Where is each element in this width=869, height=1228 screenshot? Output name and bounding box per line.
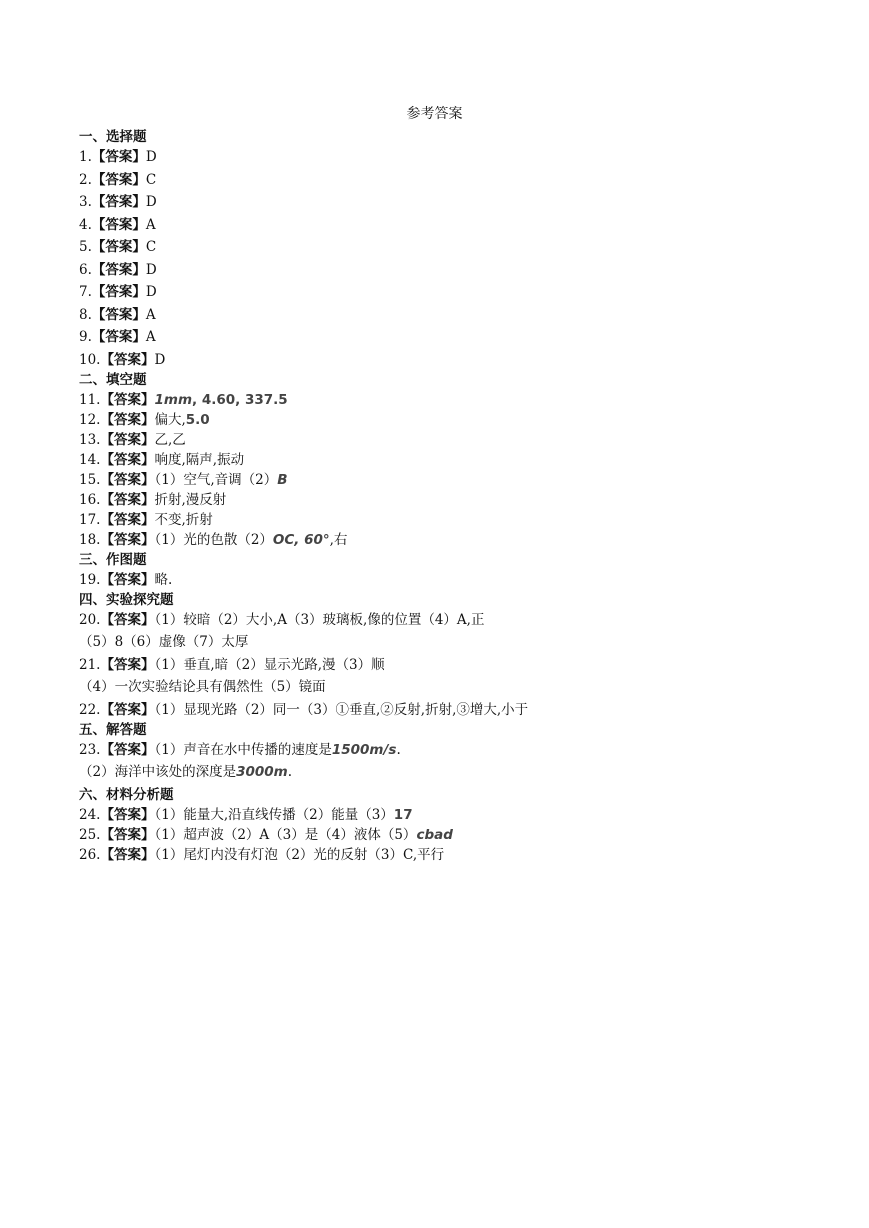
answer-line — [79, 147, 799, 170]
answer-number: 8. — [79, 306, 92, 323]
answer-line — [79, 655, 799, 678]
answer-text: . — [287, 764, 293, 780]
answer-line — [79, 305, 799, 328]
answer-tag: 【答案】 — [91, 149, 146, 165]
answer-text: D — [145, 149, 157, 165]
answer-tag: 【答案】 — [100, 806, 155, 823]
answer-text: （1）较暗（2）大小,A（3）玻璃板,像的位置（4）A,正 — [154, 611, 485, 628]
answer-number: 9. — [79, 329, 92, 345]
math-value: 1500m/s — [331, 741, 397, 758]
answer-text: （1）能量大,沿直线传播（2）能量（3） — [154, 806, 394, 823]
answer-text: A — [145, 329, 156, 345]
section-heading: 四、实验探究题 — [79, 591, 174, 608]
answer-text: 偏大, — [154, 411, 186, 428]
answer-text: D — [154, 351, 166, 368]
answer-text: D — [145, 284, 157, 300]
answer-number: 7. — [79, 284, 92, 300]
answer-tag: 【答案】 — [100, 491, 155, 508]
answer-tag: 【答案】 — [91, 261, 146, 278]
math-value: OC, 60° — [272, 531, 330, 548]
answer-number: 21. — [79, 656, 101, 673]
answer-line — [79, 350, 799, 370]
answer-number: 14. — [79, 451, 101, 468]
answer-text: （1）光的色散（2） — [154, 531, 273, 548]
answer-line — [79, 470, 799, 490]
answer-text: 略. — [154, 571, 173, 588]
answer-text: D — [145, 261, 157, 278]
answer-line — [79, 570, 799, 590]
answer-tag: 【答案】 — [100, 391, 155, 408]
answer-line — [79, 700, 799, 720]
answer-number: 13. — [79, 431, 101, 448]
answer-line — [79, 192, 799, 215]
section-heading: 二、填空题 — [79, 371, 147, 388]
answer-line — [79, 430, 799, 450]
answer-continuation: （5）8（6）虚像（7）太厚 — [79, 634, 249, 650]
answer-list — [79, 127, 799, 865]
section-heading: 一、选择题 — [79, 129, 147, 145]
answer-text: （1）超声波（2）A（3）是（4）液体（5） — [154, 826, 417, 843]
answer-tag: 【答案】 — [100, 471, 155, 488]
answer-line — [79, 740, 799, 763]
answer-text: . — [396, 741, 401, 758]
answer-text: D — [145, 194, 157, 210]
answer-number: 12. — [79, 411, 101, 428]
answer-tag: 【答案】 — [100, 701, 155, 718]
answer-line — [79, 390, 799, 410]
answer-text: （2）海洋中该处的深度是 — [79, 764, 237, 780]
answer-number: 18. — [79, 531, 101, 548]
answer-number: 1. — [79, 149, 92, 165]
answer-line — [79, 845, 799, 865]
answer-text: （1）垂直,暗（2）显示光路,漫（3）顺 — [154, 656, 385, 673]
answer-tag: 【答案】 — [91, 239, 146, 255]
document-title: 参考答案 — [406, 106, 463, 122]
answer-number: 17. — [79, 511, 101, 528]
answer-tag: 【答案】 — [91, 216, 146, 233]
answer-line — [79, 170, 799, 193]
answer-tag: 【答案】 — [100, 431, 155, 448]
math-value: 1mm — [154, 391, 193, 408]
answer-tag: 【答案】 — [100, 571, 155, 588]
answer-line — [79, 215, 799, 238]
math-value: , 337.5 — [235, 391, 288, 408]
section-heading: 三、作图题 — [79, 551, 147, 568]
answer-text: A — [145, 216, 156, 233]
answer-number: 24. — [79, 806, 101, 823]
answer-tag: 【答案】 — [100, 741, 155, 758]
answer-line — [79, 530, 799, 550]
answer-number: 20. — [79, 611, 101, 628]
answer-number: 16. — [79, 491, 101, 508]
answer-tag: 【答案】 — [91, 306, 146, 323]
answer-tag: 【答案】 — [91, 194, 146, 210]
answer-line — [79, 282, 799, 305]
answer-tag: 【答案】 — [100, 351, 155, 368]
answer-line — [79, 610, 799, 633]
section-heading: 五、解答题 — [79, 721, 147, 738]
answer-line — [79, 825, 799, 845]
answer-line — [79, 260, 799, 283]
answer-tag: 【答案】 — [91, 284, 146, 300]
answer-text: （1）空气,音调（2） — [154, 471, 278, 488]
math-value: cbad — [416, 826, 453, 843]
math-value: B — [277, 471, 288, 488]
answer-tag: 【答案】 — [100, 846, 155, 863]
answer-line — [79, 410, 799, 430]
answer-text: 不变,折射 — [154, 511, 213, 528]
answer-number: 19. — [79, 571, 101, 588]
answer-number: 3. — [79, 194, 92, 210]
answer-text: （1）声音在水中传播的速度是 — [154, 741, 332, 758]
answer-number: 15. — [79, 471, 101, 488]
answer-number: 4. — [79, 216, 92, 233]
math-value: 5.0 — [185, 411, 210, 428]
answer-text: （1）尾灯内没有灯泡（2）光的反射（3）C,平行 — [154, 846, 445, 863]
answer-number: 26. — [79, 846, 101, 863]
answer-text: 乙,乙 — [154, 431, 186, 448]
answer-number: 23. — [79, 741, 101, 758]
answer-number: 5. — [79, 239, 92, 255]
answer-line — [79, 805, 799, 825]
answer-line — [79, 450, 799, 470]
answer-number: 10. — [79, 351, 101, 368]
answer-tag: 【答案】 — [100, 826, 155, 843]
answer-tag: 【答案】 — [100, 451, 155, 468]
answer-text: C — [145, 171, 157, 188]
answer-text: C — [145, 239, 157, 255]
answer-line — [79, 237, 799, 260]
answer-number: 25. — [79, 826, 101, 843]
answer-text: 响度,隔声,振动 — [154, 451, 245, 468]
answer-tag: 【答案】 — [91, 171, 146, 188]
answer-number: 6. — [79, 261, 92, 278]
answer-tag: 【答案】 — [100, 611, 155, 628]
answer-tag: 【答案】 — [100, 411, 155, 428]
answer-line — [79, 490, 799, 510]
math-value: 17 — [393, 806, 413, 823]
answer-text: ,右 — [329, 531, 348, 548]
answer-tag: 【答案】 — [100, 656, 155, 673]
math-value: 3000m — [236, 764, 288, 780]
answer-tag: 【答案】 — [100, 531, 155, 548]
section-heading: 六、材料分析题 — [79, 786, 174, 803]
answer-text: 折射,漫反射 — [154, 491, 227, 508]
answer-text: A — [145, 306, 156, 323]
answer-number: 22. — [79, 701, 101, 718]
answer-tag: 【答案】 — [91, 329, 146, 345]
answer-continuation: （4）一次实验结论具有偶然性（5）镜面 — [79, 679, 326, 695]
answer-continuation — [79, 762, 799, 785]
answer-line — [79, 510, 799, 530]
math-value: , 4.60 — [192, 391, 236, 408]
answer-line — [79, 327, 799, 350]
answer-number: 2. — [79, 171, 92, 188]
answer-number: 11. — [79, 391, 101, 408]
answer-text: （1）显现光路（2）同一（3）①垂直,②反射,折射,③增大,小于 — [154, 701, 529, 718]
answer-tag: 【答案】 — [100, 511, 155, 528]
